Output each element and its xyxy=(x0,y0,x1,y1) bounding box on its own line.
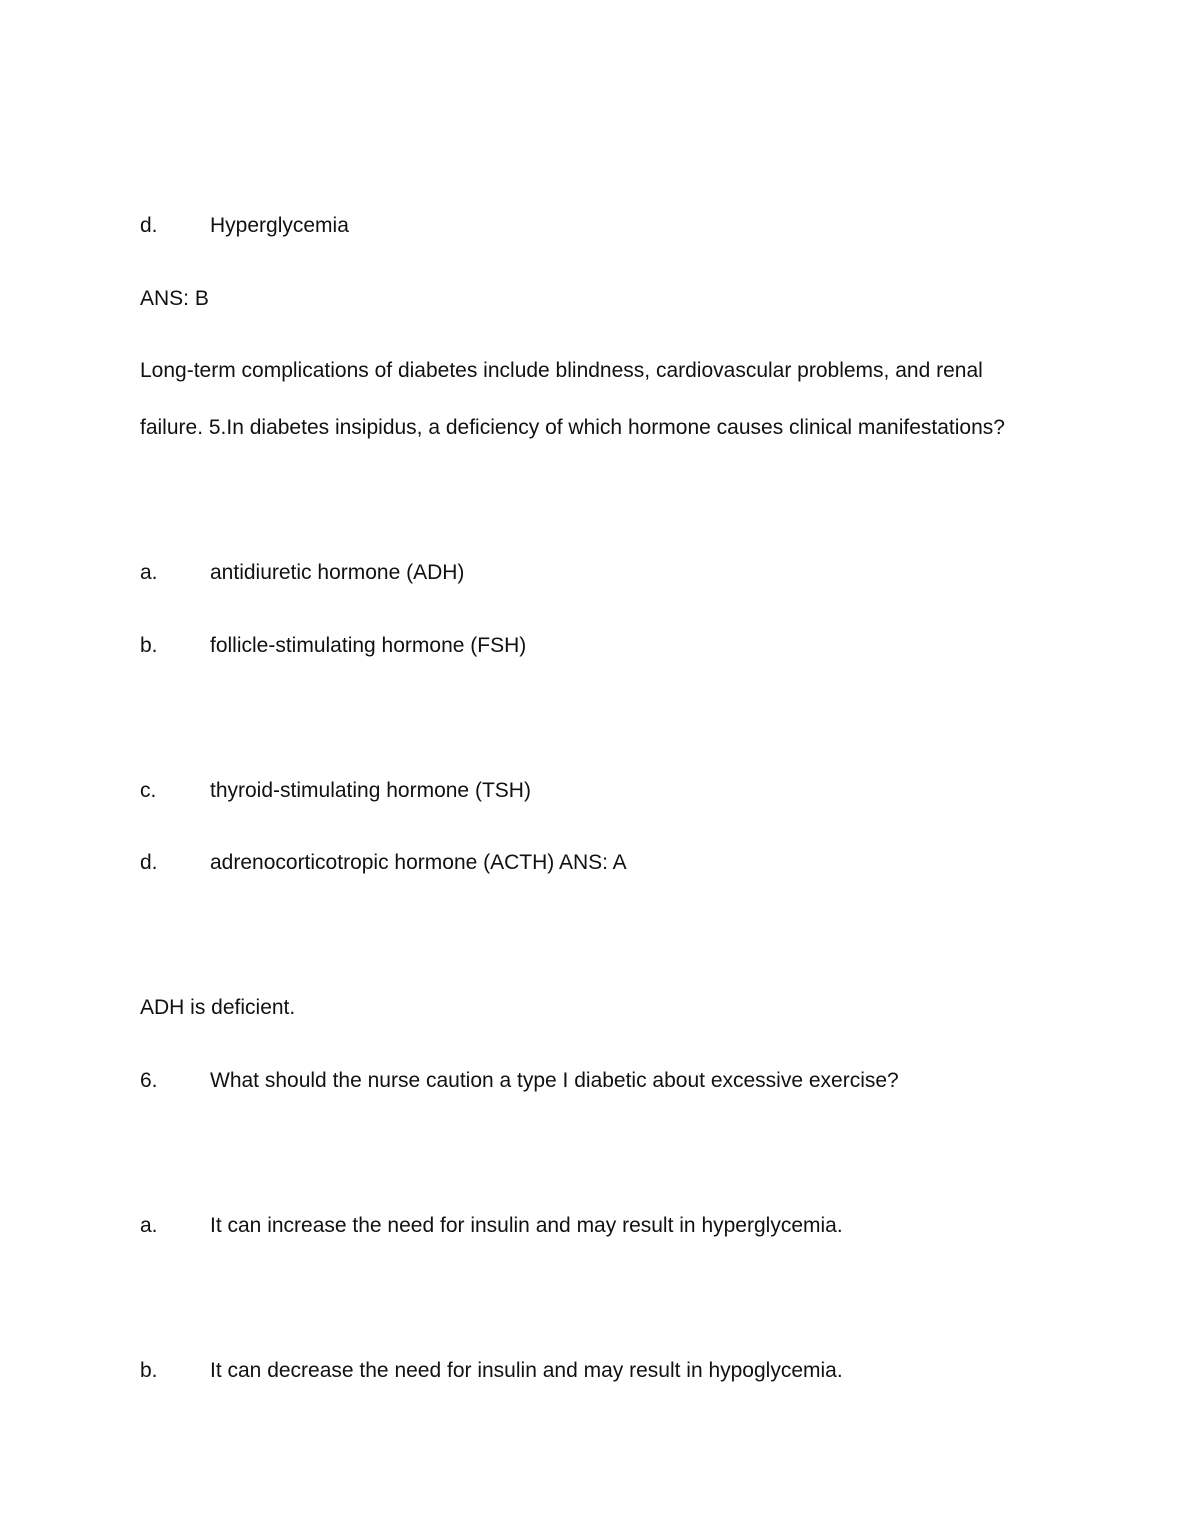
option-text: adrenocorticotropic hormone (ACTH) ANS: A xyxy=(210,851,627,874)
option-label: c. xyxy=(140,779,157,802)
option-text: It can increase the need for insulin and may result in hyperglycemia. xyxy=(210,1214,843,1237)
option-text: antidiuretic hormone (ADH) xyxy=(210,561,465,584)
option-text: It can decrease the need for insulin and may result in hypoglycemia. xyxy=(210,1359,843,1382)
option-label: d. xyxy=(140,214,158,237)
option-text: follicle-stimulating hormone (FSH) xyxy=(210,634,527,657)
answer-line: ANS: B xyxy=(140,287,209,310)
rationale-line: Long-term complications of diabetes include blindness, cardiovascular problems, and renal xyxy=(140,359,983,382)
option-label: b. xyxy=(140,1359,158,1382)
rationale-line: ADH is deficient. xyxy=(140,996,296,1019)
option-label: d. xyxy=(140,851,158,874)
question-line: failure. 5.In diabetes insipidus, a deficiency of which hormone causes clinical manifestations? xyxy=(140,416,1005,439)
question-text: What should the nurse caution a type I diabetic about excessive exercise? xyxy=(210,1069,899,1092)
option-label: a. xyxy=(140,1214,158,1237)
option-text: thyroid-stimulating hormone (TSH) xyxy=(210,779,531,802)
option-text: Hyperglycemia xyxy=(210,214,349,237)
option-label: a. xyxy=(140,561,158,584)
question-number: 6. xyxy=(140,1069,158,1092)
option-label: b. xyxy=(140,634,158,657)
